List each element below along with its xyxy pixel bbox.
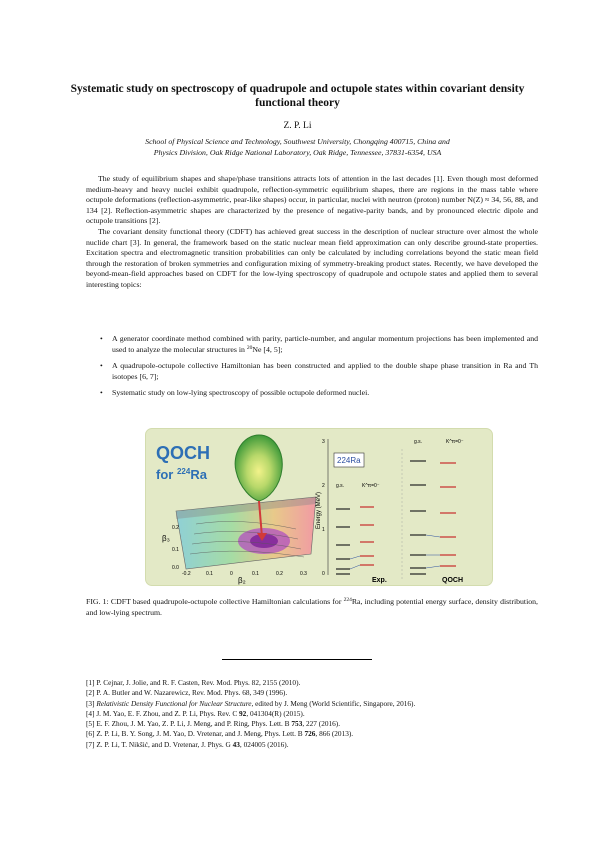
bullet-icon: • — [100, 361, 103, 371]
energy-tick: 2 — [322, 483, 325, 489]
qoch-levels — [410, 461, 456, 574]
bullet-icon: • — [100, 334, 103, 343]
energy-tick: 1 — [322, 527, 325, 533]
figure-panel — [145, 428, 493, 586]
topic-list — [100, 334, 538, 405]
transition-arrows — [350, 535, 440, 569]
reference-item: [6] Z. P. Li, B. Y. Song, J. M. Yao, D. Vretenar, and J. Meng, Phys. Lett. B 726, 866 (2013). — [86, 729, 354, 739]
qoch-gs-label: g.s. — [414, 439, 423, 445]
reference-item: [2] P. A. Butler and W. Nazarewicz, Rev. Mod. Phys. 68, 349 (1996). — [86, 688, 288, 698]
reference-item: [4] J. M. Yao, E. F. Zhou, and Z. P. Li, Phys. Rev. C 92, 041304(R) (2015). — [86, 708, 305, 718]
bullet-2-text: A quadrupole-octupole collective Hamiltonian has been constructed and applied to the double shape phase transition in Ra and Th isotopes [6, 7]; — [112, 361, 538, 381]
list-item — [100, 334, 538, 355]
beta2-tick: 0.2 — [276, 571, 283, 577]
energy-axis-label: Energy (MeV) — [316, 491, 322, 529]
reference-item: [3] Relativistic Density Functional for Nuclear Structure, edited by J. Meng (World Scientific, Singapore, 2016). — [86, 698, 416, 708]
energy-tick: 3 — [322, 439, 325, 445]
bullet-1-superscript: 20 — [246, 344, 253, 351]
list-item — [100, 388, 538, 399]
beta3-tick: 0.2 — [172, 525, 179, 531]
energy-tick: 0 — [322, 571, 325, 577]
beta2-tick: 0.1 — [252, 571, 259, 577]
reference-item: [1] P. Cejnar, J. Jolie, and R. F. Casten, Rev. Mod. Phys. 82, 2155 (2010). — [86, 678, 301, 687]
bullet-1-suffix: Ne [4, 5]; — [252, 344, 283, 354]
bullet-3-text: Systematic study on low-lying spectroscopy of possible octupole deformed nuclei. — [112, 388, 370, 398]
qoch-title: QOCH — [156, 443, 210, 463]
beta2-tick: 0.3 — [300, 571, 307, 577]
exp-gs-label: g.s. — [336, 483, 345, 489]
figure-caption — [86, 597, 538, 618]
exp-kpi-label: K^π=0⁻ — [362, 483, 380, 489]
beta2-tick: -0.2 — [182, 571, 191, 577]
affiliation — [60, 136, 535, 158]
author-name: Z. P. Li — [283, 121, 312, 131]
affiliation-line-2: Physics Division, Oak Ridge National Laboratory, Oak Ridge, Tennessee, 37831-6354, USA — [153, 148, 442, 157]
caption-suffix: Ra, including potential energy surface, density distribution, and low-lying spectrum. — [86, 597, 538, 617]
qoch-column-label: QOCH — [442, 577, 463, 584]
exp-label: Exp. — [372, 577, 387, 584]
reference-item: [5] E. F. Zhou, J. M. Yao, Z. P. Li, J. Meng, and P. Ring, Phys. Lett. B 753, 227 (2016). — [86, 719, 341, 729]
figure-graphic — [146, 429, 492, 585]
reference-list — [86, 678, 538, 750]
beta3-tick: 0.1 — [172, 547, 179, 553]
exp-levels — [336, 507, 374, 574]
density-pear-shape — [235, 435, 282, 501]
list-item — [100, 361, 538, 382]
reference-item: [7] Z. P. Li, T. Nikšić, and D. Vretenar, J. Phys. G 43, 024005 (2016). — [86, 739, 289, 749]
caption-superscript: 224 — [343, 597, 352, 603]
beta3-tick: 0.0 — [172, 565, 179, 571]
potential-energy-surface — [176, 497, 316, 569]
bullet-1-text: A generator coordinate method combined with parity, particle-number, and angular momentum projections has been implemented and used to analyze the molecular structures in — [112, 334, 538, 354]
affiliation-line-1: School of Physical Science and Technology, Southwest University, Chongqing 400715, China and — [145, 137, 450, 146]
beta2-axis-label: β₂ — [238, 576, 246, 585]
paragraph-2: The covariant density functional theory (CDFT) has achieved great success in the description of nuclear structure over almost the whole nuclide chart [3]. In general, the framework based on the static nuclear mean field approximation can only describe ground-state properties. Excitation spectra and electromagnetic transition probabilities can only be calculated by including correlations beyond the static mean field through the restoration of broken symmetries and configuration mixing of symmetry-breaking product states. Recently, we have developed the beyond-mean-field approaches based on CDFT for the low-lying spectroscopy of quadrupole and octupole states and applied them to several interesting topics: — [86, 226, 538, 289]
qoch-kpi-label: K^π=0⁻ — [446, 439, 464, 445]
qoch-subtitle: for $^{224}$Ra — [156, 467, 207, 482]
beta3-axis-label: β₃ — [162, 534, 170, 543]
caption-text: FIG. 1: CDFT based quadrupole-octupole collective Hamiltonian calculations for — [86, 597, 344, 606]
paper-title: Systematic study on spectroscopy of quadrupole and octupole states within covariant density functional theory — [70, 83, 525, 109]
paragraph-1: The study of equilibrium shapes and shape/phase transitions attracts lots of attention in the last decades [1]. Even though most deformed medium-heavy and heavy nuclei exhibit quadrupole, reflection-symmetric equilibrium shapes, there are regions in the mass table where octupole deformations (reflection-asymmetric, pear-like shapes) occur, in particular, nuclei with neutron (proton) number N(Z) ≈ 34, 56, 88, and 134 [2]. Reflection-asymmetric shapes are characterized by the presence of negative-parity bands, and by pronounced electric dipole and octupole transitions [2]. — [86, 174, 538, 226]
bullet-icon: • — [100, 388, 103, 398]
beta2-tick: 0.1 — [206, 571, 213, 577]
beta2-tick: 0 — [230, 571, 233, 577]
body-text — [86, 174, 538, 291]
references-divider — [222, 659, 372, 660]
nucleus-label: 224Ra — [337, 456, 361, 465]
